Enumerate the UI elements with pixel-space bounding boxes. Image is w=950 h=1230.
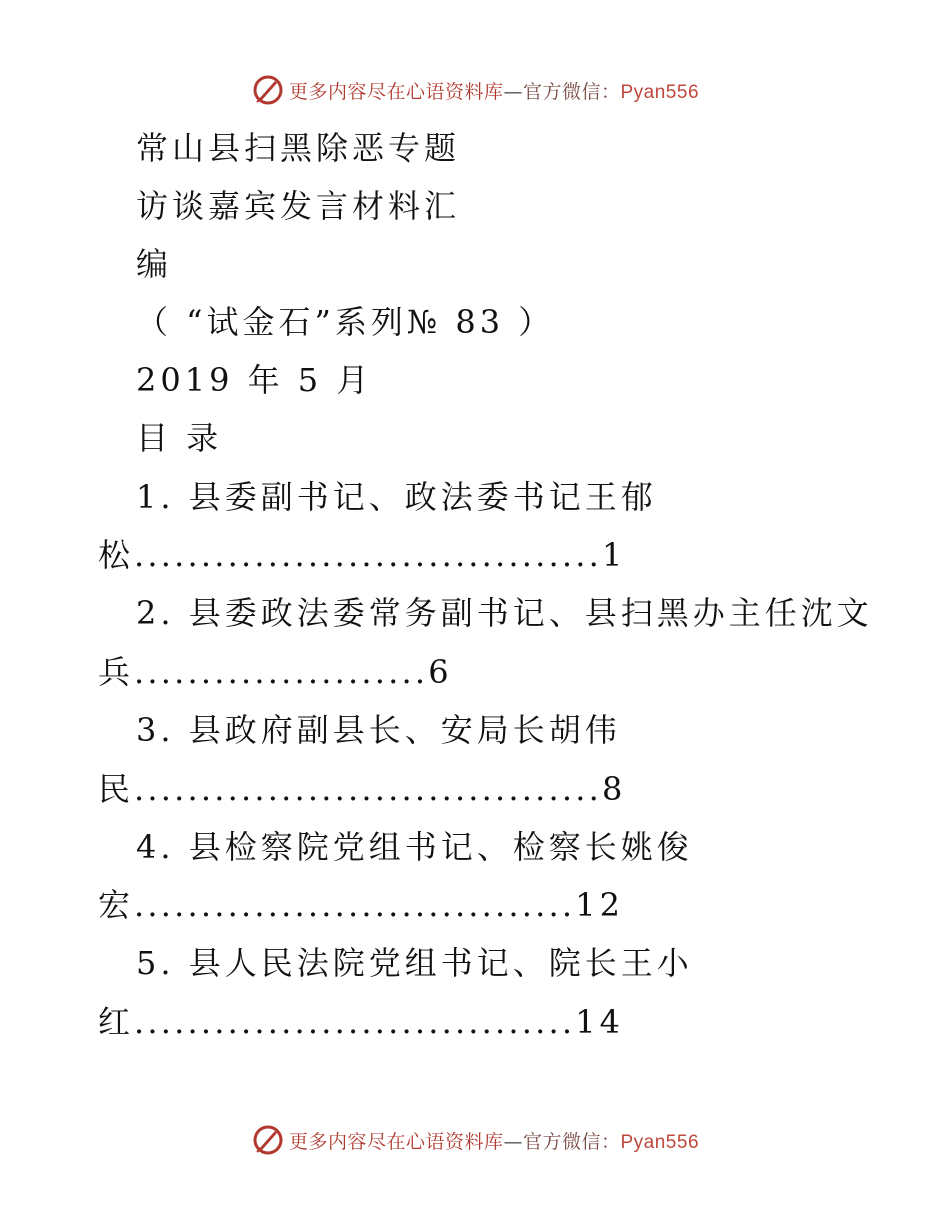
toc-entry-continuation bbox=[98, 769, 626, 809]
document-title-line-1: 常山县扫黑除恶专题 bbox=[136, 129, 461, 167]
toc-heading: 目 录 bbox=[136, 419, 223, 457]
feather-pen-logo-icon bbox=[251, 73, 285, 107]
watermark-text bbox=[289, 77, 699, 104]
toc-entry-name-end: 红 bbox=[98, 1003, 135, 1041]
watermark-wechat-id: Pyan556 bbox=[620, 81, 700, 103]
watermark-separator: — bbox=[503, 80, 523, 103]
toc-leader-dots: ................................... bbox=[134, 536, 603, 574]
watermark-site-text: 更多内容尽在心语资料库 bbox=[288, 1130, 504, 1153]
document-series: （ “试金石”系列№ 83 ） bbox=[136, 303, 555, 341]
toc-entry-name-end: 兵 bbox=[98, 653, 135, 691]
toc-entry-title: 5. 县人民法院党组书记、院长王小 bbox=[136, 944, 693, 982]
toc-entry-title: 1. 县委副书记、政法委书记王郁 bbox=[136, 478, 657, 516]
watermark-wechat-label: 官方微信： bbox=[522, 80, 621, 103]
watermark-site-text: 更多内容尽在心语资料库 bbox=[288, 80, 504, 103]
document-title-line-2: 访谈嘉宾发言材料汇 bbox=[136, 187, 461, 225]
header-watermark-banner bbox=[0, 70, 950, 110]
watermark-wechat-label: 官方微信： bbox=[522, 1130, 621, 1153]
toc-entry-continuation bbox=[98, 535, 626, 575]
toc-entry-title: 2. 县委政法委常务副书记、县扫黑办主任沈文 bbox=[136, 594, 873, 632]
toc-entry-title: 3. 县政府副县长、安局长胡伟 bbox=[136, 711, 621, 749]
toc-page-number: 14 bbox=[575, 1003, 625, 1041]
watermark-separator: — bbox=[503, 1130, 523, 1153]
watermark-text bbox=[289, 1127, 699, 1154]
toc-entry-title: 4. 县检察院党组书记、检察长姚俊 bbox=[136, 828, 693, 866]
document-date: 2019 年 5 月 bbox=[136, 361, 373, 399]
toc-leader-dots: ................................. bbox=[134, 886, 576, 924]
toc-entry-name-end: 松 bbox=[98, 536, 135, 574]
toc-page-number: 6 bbox=[428, 653, 453, 691]
toc-leader-dots: ...................... bbox=[134, 653, 429, 691]
toc-page-number: 1 bbox=[602, 536, 627, 574]
toc-entry-continuation bbox=[98, 652, 453, 692]
toc-page-number: 8 bbox=[602, 770, 627, 808]
feather-pen-logo-icon bbox=[251, 1123, 285, 1157]
toc-page-number: 12 bbox=[575, 886, 625, 924]
toc-entry-name-end: 民 bbox=[98, 770, 135, 808]
watermark-wechat-id: Pyan556 bbox=[620, 1131, 700, 1153]
footer-watermark-banner bbox=[0, 1120, 950, 1160]
toc-leader-dots: ................................. bbox=[134, 1003, 576, 1041]
toc-leader-dots: ................................... bbox=[134, 770, 603, 808]
toc-entry-continuation bbox=[98, 885, 624, 925]
toc-entry-name-end: 宏 bbox=[98, 886, 135, 924]
document-title-line-3: 编 bbox=[136, 245, 173, 283]
toc-entry-continuation bbox=[98, 1002, 624, 1042]
